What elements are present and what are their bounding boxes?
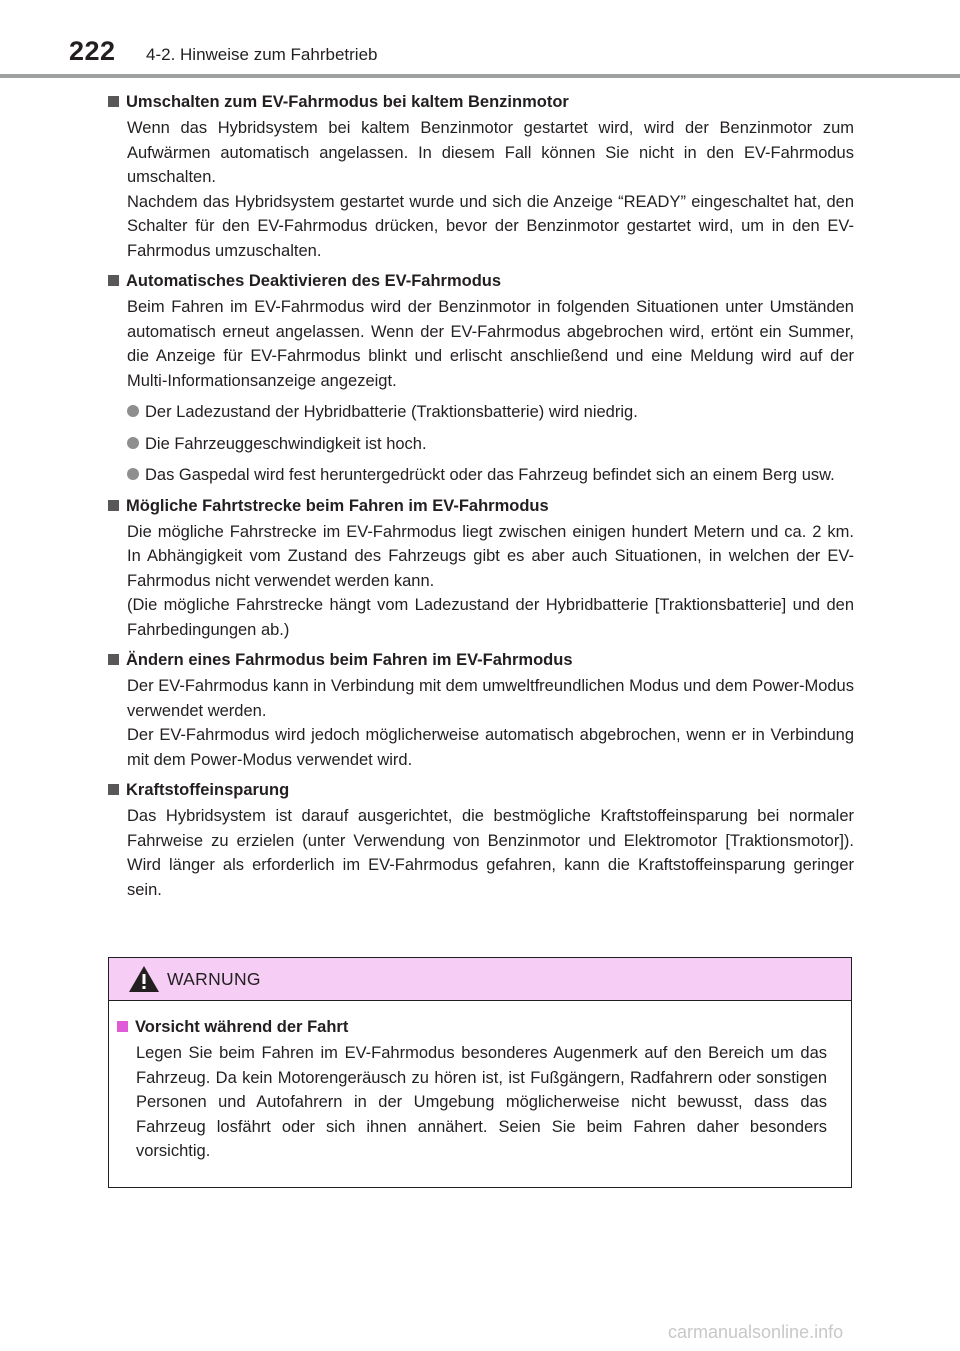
section-heading: Umschalten zum EV-Fahrmodus bei kaltem Benzinmotor [108,90,854,114]
paragraph: Nachdem das Hybridsystem gestartet wurde und sich die Anzeige “READY” eingeschaltet hat, den Schalter für den EV-Fahrmodus drücken, bevor der Benzinmotor gestartet wird, um in den EV-Fahrmodus umzuschalten. [127,192,854,260]
paragraph: Beim Fahren im EV-Fahrmodus wird der Benzinmotor in folgenden Situationen unter Umständen automatisch erneut angelassen. Wenn der EV-Fahrmodus abgebrochen wird, ertönt ein Summer, die Anzeige für EV-Fahrmodus blinkt und erlischt anschließend und eine Meldung wird auf der Multi-Informationsanzeige angezeigt. [127,298,854,390]
section-ev-auto-deactivation [108,269,854,488]
paragraph: Die mögliche Fahrstrecke im EV-Fahrmodus liegt zwischen einigen hundert Metern und ca. 2 km. In Abhängigkeit vom Zustand des Fahrzeugs gibt es aber auch Situationen, in welchen der EV-Fahrmodus nicht verwendet werden kann. [127,522,854,590]
section-heading: Automatisches Deaktivieren des EV-Fahrmodus [108,269,854,293]
circle-bullet-icon [127,468,139,480]
page-header [0,0,960,80]
list-item: Die Fahrzeuggeschwindigkeit ist hoch. [127,432,854,457]
section-heading: Ändern eines Fahrmodus beim Fahren im EV-Fahrmodus [108,648,854,672]
section-heading: Kraftstoffeinsparung [108,778,854,802]
warning-text: Legen Sie beim Fahren im EV-Fahrmodus besonderes Augenmerk auf den Bereich um das Fahrzeug. Da kein Motorengeräusch zu hören ist, ist Fußgängern, Radfahrern oder sonstigen Personen und Autofahrern in der Umgebung möglicherweise nicht bewusst, dass das Fahrzeug losfährt oder sich ihnen annähert. Seien Sie beim Fahren daher besonders vorsichtig. [136,1044,827,1160]
warning-heading: Vorsicht während der Fahrt [117,1015,827,1039]
circle-bullet-icon [127,405,139,417]
list-item: Das Gaspedal wird fest heruntergedrückt oder das Fahrzeug befindet sich an einem Berg usw. [127,463,854,488]
warning-title: WARNUNG [167,968,261,989]
chapter-title: 4-2. Hinweise zum Fahrbetrieb [146,45,378,64]
circle-bullet-icon [127,437,139,449]
list-item: Der Ladezustand der Hybridbatterie (Traktionsbatterie) wird niedrig. [127,400,854,425]
section-ev-range [108,494,854,643]
warning-triangle-icon [127,964,161,994]
paragraph: Der EV-Fahrmodus wird jedoch möglicherweise automatisch abgebrochen, wenn er in Verbindung mit dem Power-Modus verwendet wird. [127,726,854,769]
paragraph: Wenn das Hybridsystem bei kaltem Benzinmotor gestartet wird, wird der Benzinmotor zum Aufwärmen automatisch angelassen. In diesem Fall können Sie nicht in den EV-Fahrmodus umschalten. [127,119,854,186]
paragraph: Das Hybridsystem ist darauf ausgerichtet, die bestmögliche Kraftstoffeinsparung bei normaler Fahrweise zu erzielen (unter Verwendung von Benzinmotor und Elektromotor [Traktionsmotor]). Wird länger als erforderlich im EV-Fahrmodus gefahren, kann die Kraftstoffeinsparung geringer sein. [127,807,854,899]
page-number: 222 [69,36,116,66]
header-divider [0,74,960,78]
section-fuel-economy [108,778,854,902]
square-bullet-icon [108,654,119,665]
main-content [108,90,854,908]
section-change-drive-mode [108,648,854,772]
square-bullet-icon [108,784,119,795]
section-ev-cold-engine [108,90,854,263]
warning-header [109,958,851,1001]
square-bullet-icon [108,500,119,511]
square-bullet-icon [117,1021,128,1032]
paragraph: Der EV-Fahrmodus kann in Verbindung mit dem umweltfreundlichen Modus und dem Power-Modus verwendet werden. [127,677,854,720]
warning-box [108,957,852,1188]
watermark: carmanualsonline.info [668,1322,844,1342]
paragraph: (Die mögliche Fahrstrecke hängt vom Ladezustand der Hybridbatterie [Traktionsbatterie] und den Fahrbedingungen ab.) [127,596,854,639]
square-bullet-icon [108,96,119,107]
warning-body [109,1001,851,1164]
section-heading: Mögliche Fahrtstrecke beim Fahren im EV-Fahrmodus [108,494,854,518]
square-bullet-icon [108,275,119,286]
